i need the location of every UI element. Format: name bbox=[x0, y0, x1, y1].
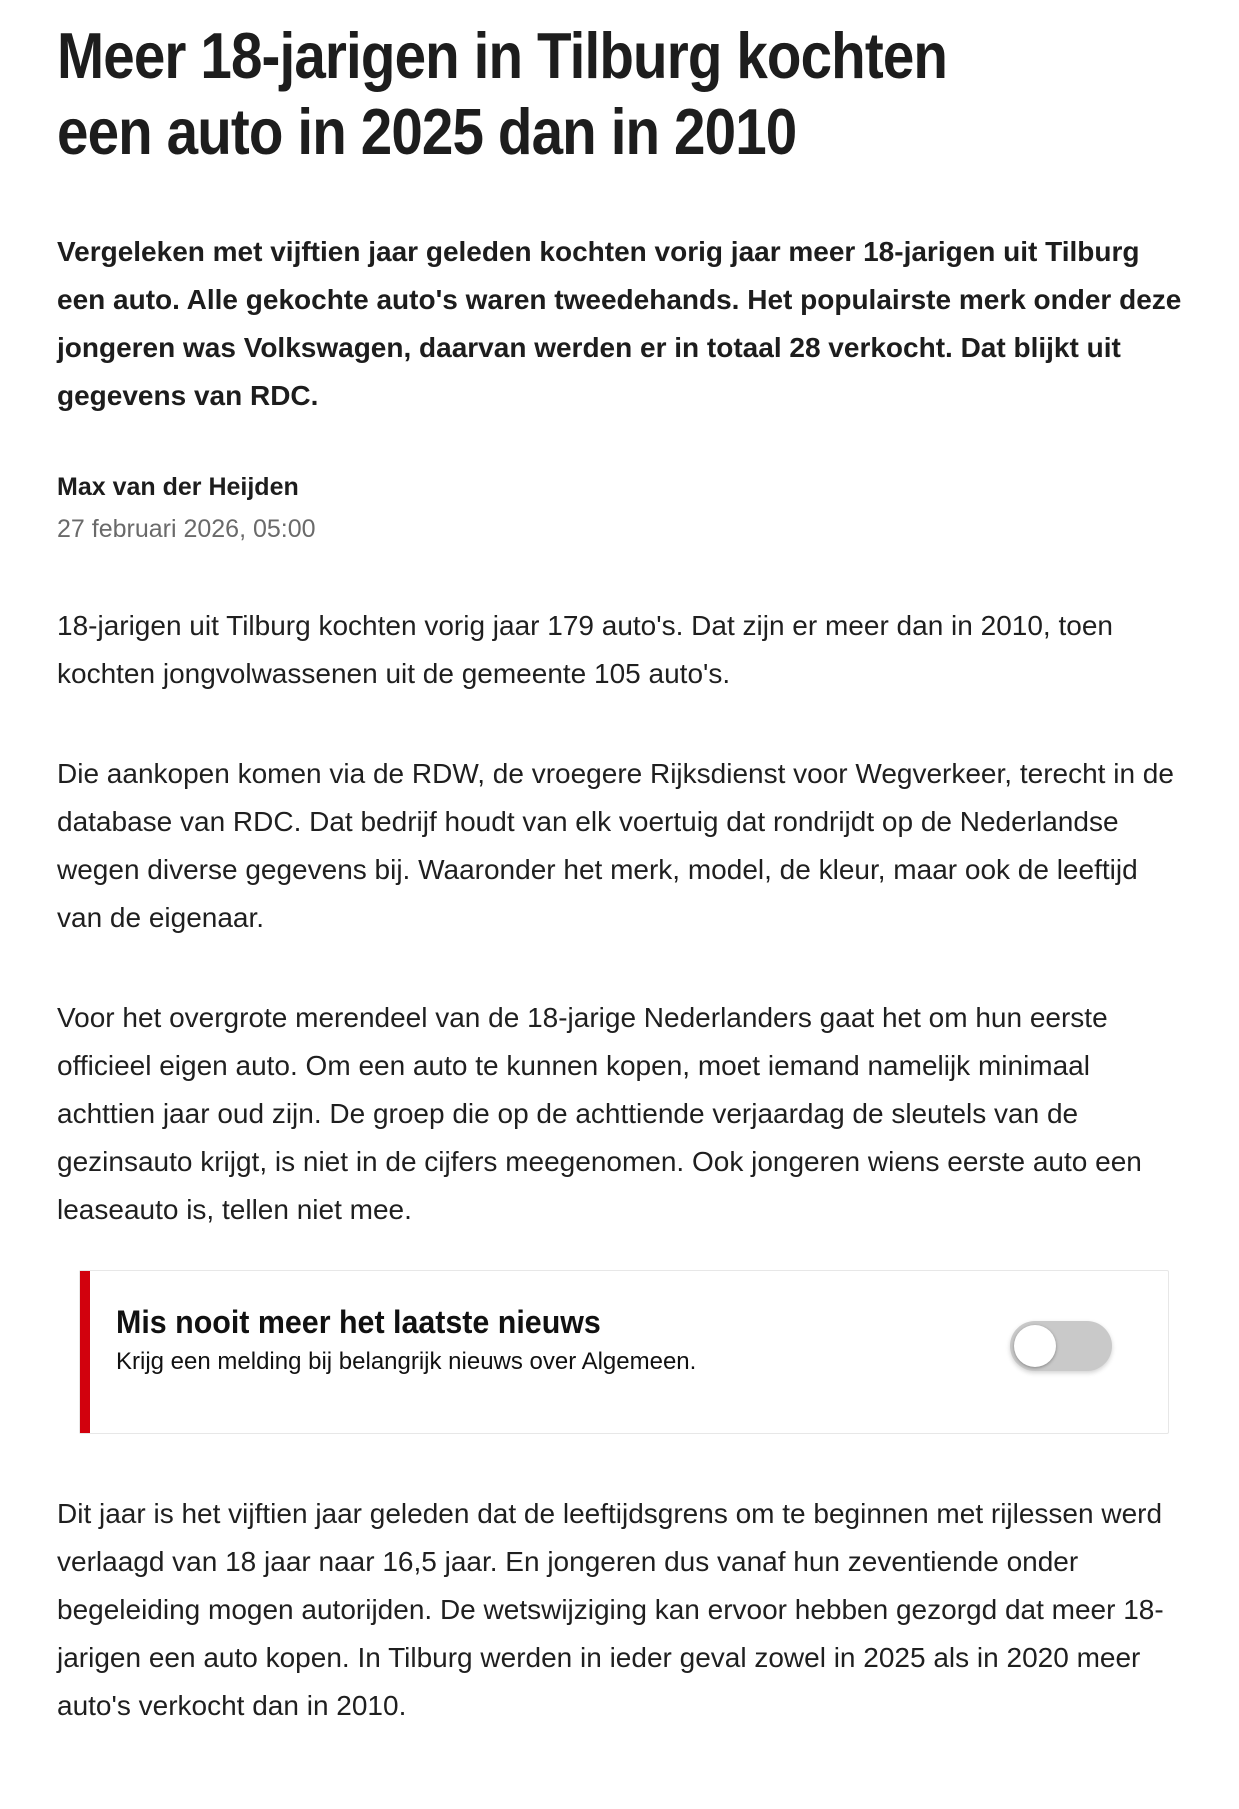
article-paragraph: Voor het overgrote merendeel van de 18-jarige Nederlanders gaat het om hun eerste officieel eigen auto. Om een auto te kunnen kopen, moet iemand namelijk minimaal achttien jaar oud zijn. De groep die op de achttiende verjaardag de sleutels van de gezinsauto krijgt, is niet in de cijfers meegenomen. Ook jongeren wiens eerste auto een leaseauto is, tellen niet mee. bbox=[57, 1002, 1142, 1225]
byline bbox=[57, 472, 1182, 544]
publish-date: 27 februari 2026, 05:00 bbox=[57, 515, 316, 543]
article-title bbox=[57, 18, 1036, 170]
article-page bbox=[57, 0, 1182, 1730]
article-intro: Vergeleken met vijftien jaar geleden kochten vorig jaar meer 18-jarigen uit Tilburg een auto. Alle gekochte auto's waren tweedehands. Het populairste merk onder deze jongeren was Volkswagen, daarvan werden er in totaal 28 verkocht. Dat blijkt uit gegevens van RDC. bbox=[57, 236, 1182, 411]
article-paragraph: Die aankopen komen via de RDW, de vroegere Rijksdienst voor Wegverkeer, terecht in de database van RDC. Dat bedrijf houdt van elk voertuig dat rondrijdt op de Nederlandse wegen diverse gegevens bij. Waaronder het merk, model, de kleur, maar ook de leeftijd van de eigenaar. bbox=[57, 758, 1174, 933]
article-title-line-1: Meer 18-jarigen in Tilburg kochten bbox=[57, 19, 948, 92]
article-paragraph: Dit jaar is het vijftien jaar geleden dat de leeftijdsgrens om te beginnen met rijlessen werd verlaagd van 18 jaar naar 16,5 jaar. En jongeren dus vanaf hun zeventiende onder begeleiding mogen autorijden. De wetswijziging kan ervoor hebben gezorgd dat meer 18-jarigen een auto kopen. In Tilburg werden in ieder geval zowel in 2025 als in 2020 meer auto's verkocht dan in 2010. bbox=[57, 1498, 1164, 1721]
toggle-knob bbox=[1014, 1325, 1056, 1367]
article-title-line-2: een auto in 2025 dan in 2010 bbox=[57, 95, 797, 168]
notification-subtitle: Krijg een melding bij belangrijk nieuws over Algemeen. bbox=[116, 1348, 697, 1375]
notification-box bbox=[79, 1270, 1169, 1434]
accent-bar bbox=[80, 1271, 90, 1433]
notification-title: Mis nooit meer het laatste nieuws bbox=[116, 1304, 601, 1340]
article-paragraph: 18-jarigen uit Tilburg kochten vorig jaar 179 auto's. Dat zijn er meer dan in 2010, toen kochten jongvolwassenen uit de gemeente 105 auto's. bbox=[57, 610, 1113, 689]
notifications-toggle[interactable] bbox=[1010, 1321, 1112, 1371]
author-name: Max van der Heijden bbox=[57, 473, 299, 501]
